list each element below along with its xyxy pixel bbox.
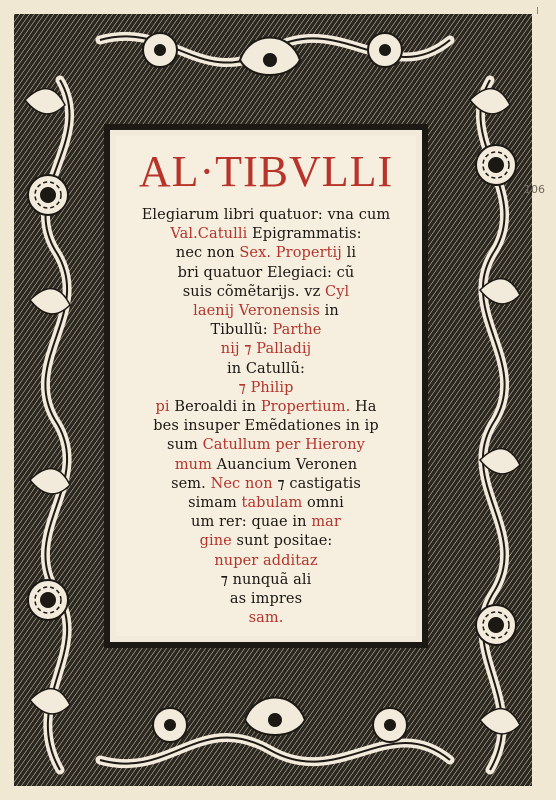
text-line <box>116 321 416 339</box>
rubricated-text: sam. <box>248 610 284 627</box>
text-line <box>116 436 416 454</box>
black-text: in <box>319 303 339 319</box>
black-text: sunt positae: <box>231 533 333 550</box>
rubricated-text: ⁊ Philip <box>238 379 294 396</box>
text-line <box>116 225 416 243</box>
black-text: ⁊ castigatis <box>272 475 361 492</box>
text-line <box>116 417 416 435</box>
rubricated-text: mar <box>311 514 341 531</box>
black-text: Auancium Veronen <box>211 456 358 473</box>
rubricated-text: tabulam <box>241 495 303 511</box>
text-line <box>116 244 416 262</box>
text-line <box>116 571 416 589</box>
text-line <box>116 360 416 378</box>
black-text: simam <box>188 495 242 511</box>
rubricated-text: Sex. Propertij <box>239 245 342 262</box>
text-line <box>116 609 416 627</box>
black-text: Beroaldi in <box>169 399 261 415</box>
text-line <box>116 398 416 416</box>
text-line <box>116 552 416 570</box>
black-text: bes insuper Emẽdationes in ip <box>153 418 379 435</box>
text-line <box>116 513 416 531</box>
black-text: Elegiarum libri quatuor: vna cum <box>141 207 391 223</box>
text-line <box>116 475 416 493</box>
text-line <box>116 264 416 282</box>
corner-annotation: I <box>536 6 539 17</box>
black-text: sem. <box>171 475 211 492</box>
black-text: bri quatuor Elegiaci: cũ <box>177 264 355 281</box>
rubricated-text: Parthe <box>272 322 322 339</box>
text-line <box>116 283 416 301</box>
margin-annotation: 106 <box>524 183 545 196</box>
rubricated-text: Val.Catulli <box>170 226 248 243</box>
black-text: li <box>341 245 357 262</box>
rubricated-text: Propertium. <box>260 399 351 415</box>
text-line <box>116 340 416 358</box>
rubricated-text: nij ⁊ Palladij <box>220 341 312 358</box>
rubricated-text: Nec non <box>210 475 273 492</box>
text-line <box>116 302 416 320</box>
rubricated-text: Cyl <box>325 283 350 300</box>
black-text: in Catullũ: <box>226 360 306 377</box>
black-text: omni <box>302 495 344 511</box>
rubricated-text: Catullum per Hierony <box>202 437 365 454</box>
rubricated-text: nuper additaz <box>214 552 318 569</box>
rubricated-text: pi <box>155 399 170 415</box>
black-text: suis cõmẽtarijs. vz <box>182 283 326 300</box>
black-text: nec non <box>175 245 240 262</box>
text-line <box>116 206 416 224</box>
rubricated-text: laenij Veronensis <box>193 303 320 319</box>
black-text: Epigrammatis: <box>247 226 362 243</box>
black-text: Ha <box>350 399 377 415</box>
rubricated-text: mum <box>174 456 212 473</box>
text-line <box>116 494 416 512</box>
black-text: Tibullũ: <box>210 322 273 339</box>
page-title: AL·TIBVLLI <box>138 147 394 196</box>
text-line <box>116 456 416 474</box>
text-line <box>116 379 416 397</box>
black-text: um rer: quae in <box>191 514 312 531</box>
rubricated-text: gine <box>199 533 232 550</box>
black-text: as impres <box>229 591 303 607</box>
black-text: ⁊ nunquã ali <box>220 571 312 588</box>
title-text-block <box>116 136 416 636</box>
text-line <box>116 532 416 550</box>
text-line <box>116 590 416 608</box>
black-text: sum <box>167 437 203 454</box>
